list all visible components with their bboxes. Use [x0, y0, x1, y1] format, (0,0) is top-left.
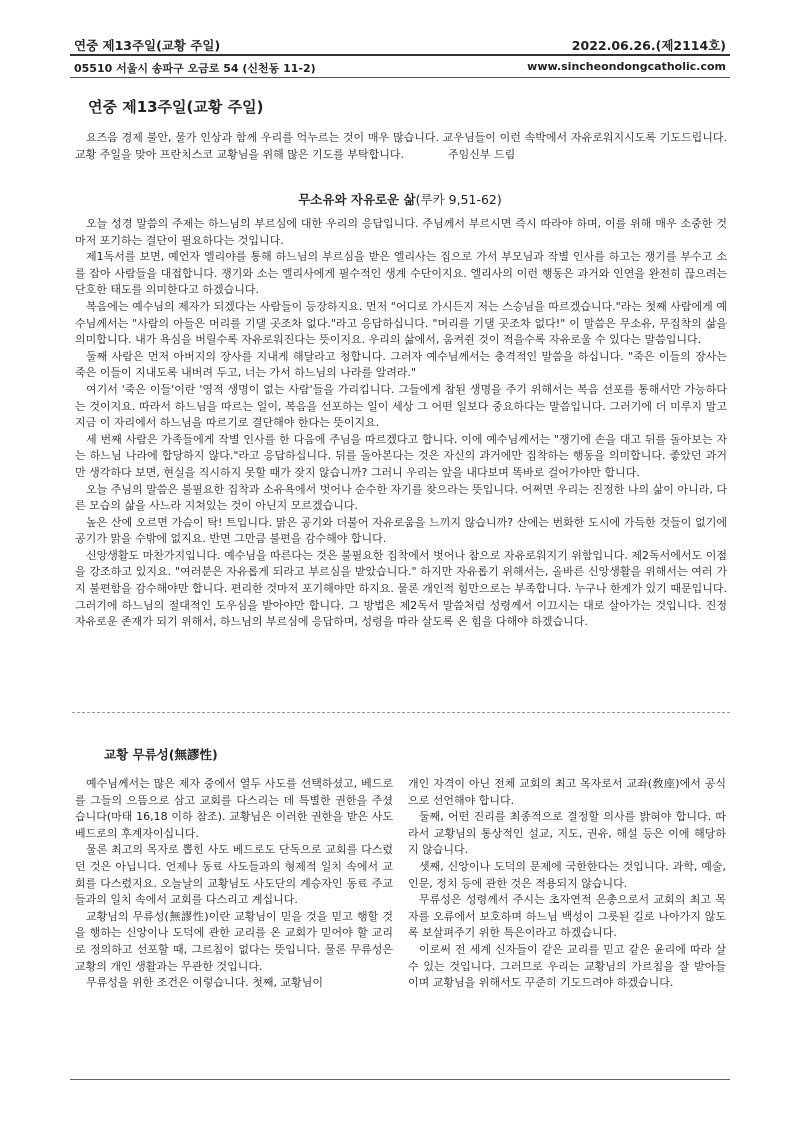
infallibility-paragraph: 셋째, 신앙이나 도덕의 문제에 국한한다는 것입니다. 과학, 예술, 인문, 정치 등에 관한 것은 적용되지 않습니다. [408, 859, 726, 890]
homily-body [75, 216, 727, 631]
section-divider [72, 712, 730, 713]
header-divider [70, 54, 730, 56]
infallibility-title: 교황 무류성(無謬性) [104, 747, 218, 762]
bulletin-subheader [70, 58, 730, 76]
infallibility-paragraph: 개인 자격이 아닌 전체 교회의 최고 목자로서 교좌(敎座)에서 공식으로 선언해야 합니다. [408, 777, 726, 807]
infallibility-paragraph: 이로써 전 세계 신자들이 같은 교리를 믿고 같은 윤리에 따라 살 수 있는 것입니다. 그러므로 우리는 교황님의 가르침을 잘 받아들이며 교황님을 위해서도 꾸준히 기도드려야 하겠습니다. [408, 942, 726, 990]
homily-paragraph: 신앙생활도 마찬가지입니다. 예수님을 따른다는 것은 불필요한 집착에서 벗어나 참으로 자유로워지기 위함입니다. 제2독서에서도 이점을 강조하고 있지요. "여러분은 자유롭게 되라고 부르심을 받았습니다." 하지만 자유롭기 위해서는, 올바른 신앙생활을 위해서는 여러 가지 불편함을 감수해야만 합니다. 편리한 것마저 포기해야만 하지요. 물론 개인적 힘만으로는 부족합니다. 누구나 한계가 있기 때문입니다. 그러기에 하느님의 절대적인 도우심을 받아야만 합니다. 그 방법은 제2독서 말씀처럼 성령께서 이끄시는 대로 살아가는 것입니다. 진정 자유로운 존재가 되기 위해서, 하느님의 부르심에 응답하며, 성령을 따라 살도록 온 힘을 다해야 하겠습니다. [75, 548, 727, 629]
homily-paragraph: 여기서 '죽은 이들'이란 '영적 생명이 없는 사람'들을 가리킵니다. 그들에게 참된 생명을 주기 위해서는 복음 선포를 통해서만 가능하다는 것이지요. 따라서 하느님을 따르는 일이, 복음을 선포하는 일이 세상 그 어떤 일보다 중요하다는 말씀입니다. 그러기에 더 미루지 말고 지금 이 자리에서 하느님을 따르기로 결단해야 한다는 뜻이지요. [75, 382, 727, 430]
infallibility-paragraph: 물론 최고의 목자로 뽑힌 사도 베드로도 단독으로 교회를 다스렸던 것은 아닙니다. 언제나 동료 사도들과의 형제적 일치 속에서 교회를 다스렸지요. 오늘날의 교황님도 사도단의 계승자인 동료 주교들과의 일치 속에서 교회를 다스리고 계십니다. [75, 843, 393, 907]
page-heading: 연중 제13주일(교황 주일) [88, 98, 264, 116]
footer-divider [70, 1079, 730, 1080]
subheader-divider [70, 77, 730, 78]
homily-title-text: 무소유와 자유로운 삶 [298, 192, 416, 207]
header-date-issue: 2022.06.26.(제2114호) [571, 38, 726, 53]
infallibility-paragraph: 무류성은 성령께서 주시는 초자연적 은총으로서 교회의 최고 목자를 오류에서 보호하며 하느님 백성이 그릇된 길로 나아가지 않도록 보살펴주기 위한 특은이라고 하겠습니다. [408, 893, 726, 940]
infallibility-paragraph: 무류성을 위한 조건은 이렇습니다. 첫째, 교황님이 [86, 976, 323, 990]
homily-paragraph: 제1독서를 보면, 예언자 엘리야를 통해 하느님의 부르심을 받은 엘리사는 집으로 가서 부모님과 작별 인사를 하고는 쟁기를 부수고 소를 잡아 사람들을 대접합니다. 쟁기와 소는 엘리사에게 필수적인 생계 수단이지요. 엘리사의 이런 행동은 과거와 인연을 완전히 끊으려는 단호한 태도를 의미한다고 하겠습니다. [75, 250, 727, 297]
homily-paragraph: 둘째 사람은 먼저 아버지의 장사를 지내게 해달라고 청합니다. 그러자 예수님께서는 충격적인 말씀을 하십니다. "죽은 이들의 장사는 죽은 이들이 지내도록 내버려 두고, 너는 가서 하느님의 나라를 알려라." [75, 349, 727, 380]
infallibility-paragraph: 교황님의 무류성(無謬性)이란 교황님이 믿을 것을 믿고 행할 것을 행하는 신앙이나 도덕에 관한 교리를 온 교회가 믿어야 할 교리로 정의하고 선포할 때, 그르침이 없다는 뜻입니다. 물론 무류성은 교황의 개인 생활과는 무관한 것입니다. [75, 909, 393, 973]
homily-reference: (루카 9,51-62) [415, 192, 502, 207]
homily-paragraph: 복음에는 예수님의 제자가 되겠다는 사람들이 등장하지요. 먼저 "어디로 가시든지 저는 스승님을 따르겠습니다."라는 첫째 사람에게 예수님께서는 "사람의 아들은 머리를 기댈 곳조차 없다."라고 응답하십니다. "머리를 기댈 곳조차 없다!" 이 말씀은 무소유, 무집착의 삶을 의미합니다. 내가 욕심을 버릴수록 자유로워진다는 뜻이지요. 우리의 삶에서, 움켜쥔 것이 적을수록 자유로울 수 있다는 말씀입니다. [75, 299, 727, 347]
header-title: 연중 제13주일(교황 주일) [74, 38, 221, 53]
header-website[interactable]: www.sincheondongcatholic.com [527, 60, 726, 73]
intro-note: 요즈음 경제 불안, 물가 인상과 함께 우리를 억누르는 것이 매우 많습니다. 교우님들이 이런 속박에서 자유로워지시도록 기도드립니다. 교황 주일을 맞아 프란치스코 교황님을 위해 많은 기도를 부탁합니다. 주임신부 드림 [75, 131, 727, 161]
infallibility-paragraph: 둘째, 어떤 진리를 최종적으로 결정할 의사를 밝혀야 합니다. 따라서 교황님의 통상적인 설교, 지도, 권유, 해설 등은 이에 해당하지 않습니다. [408, 810, 726, 857]
bulletin-header [70, 34, 730, 54]
infallibility-column-right [408, 776, 726, 992]
infallibility-column-left [75, 776, 393, 992]
homily-paragraph: 세 번째 사람은 가족들에게 작별 인사를 한 다음에 주님을 따르겠다고 합니다. 이에 예수님께서는 "쟁기에 손을 대고 뒤를 돌아보는 자는 하느님 나라에 합당하지 않다."라고 응답하십니다. 뒤를 돌아본다는 것은 자신의 과거에만 집착하는 행동을 의미합니다. 좋았던 과거만 생각하다 보면, 현실을 직시하지 못할 때가 잦지 않습니까? 그러니 우리는 앞을 내다보며 똑바로 걸어가야만 합니다. [75, 432, 727, 479]
header-address: 05510 서울시 송파구 오금로 54 (신천동 11-2) [74, 62, 316, 75]
infallibility-paragraph: 예수님께서는 많은 제자 중에서 열두 사도를 선택하셨고, 베드로를 그들의 으뜸으로 삼고 교회를 다스리는 데 특별한 권한을 주셨습니다(마태 16,18 이하 참조). 교황님은 이러한 권한을 받은 사도 베드로의 후계자이십니다. [75, 777, 393, 840]
homily-paragraph: 높은 산에 오르면 가슴이 탁! 트입니다. 맑은 공기와 더불어 자유로움을 느끼지 않습니까? 산에는 번화한 도시에 가득한 것들이 없기에 공기가 맑을 수밖에 없지요. 반면 그만큼 불편을 감수해야 합니다. [75, 515, 727, 546]
homily-paragraph: 오늘 주님의 말씀은 불필요한 집착과 소유욕에서 벗어나 순수한 자기를 찾으라는 뜻입니다. 어쩌면 우리는 진정한 나의 삶이 아니라, 다른 모습의 삶을 사느라 지쳐있는 것이 아닌지 모르겠습니다. [75, 482, 727, 513]
homily-title [0, 190, 800, 208]
homily-paragraph: 오늘 성경 말씀의 주제는 하느님의 부르심에 대한 우리의 응답입니다. 주님께서 부르시면 즉시 따라야 하며, 이를 위해 매우 소중한 것마저 포기하는 결단이 필요하다는 것입니다. [75, 217, 727, 247]
